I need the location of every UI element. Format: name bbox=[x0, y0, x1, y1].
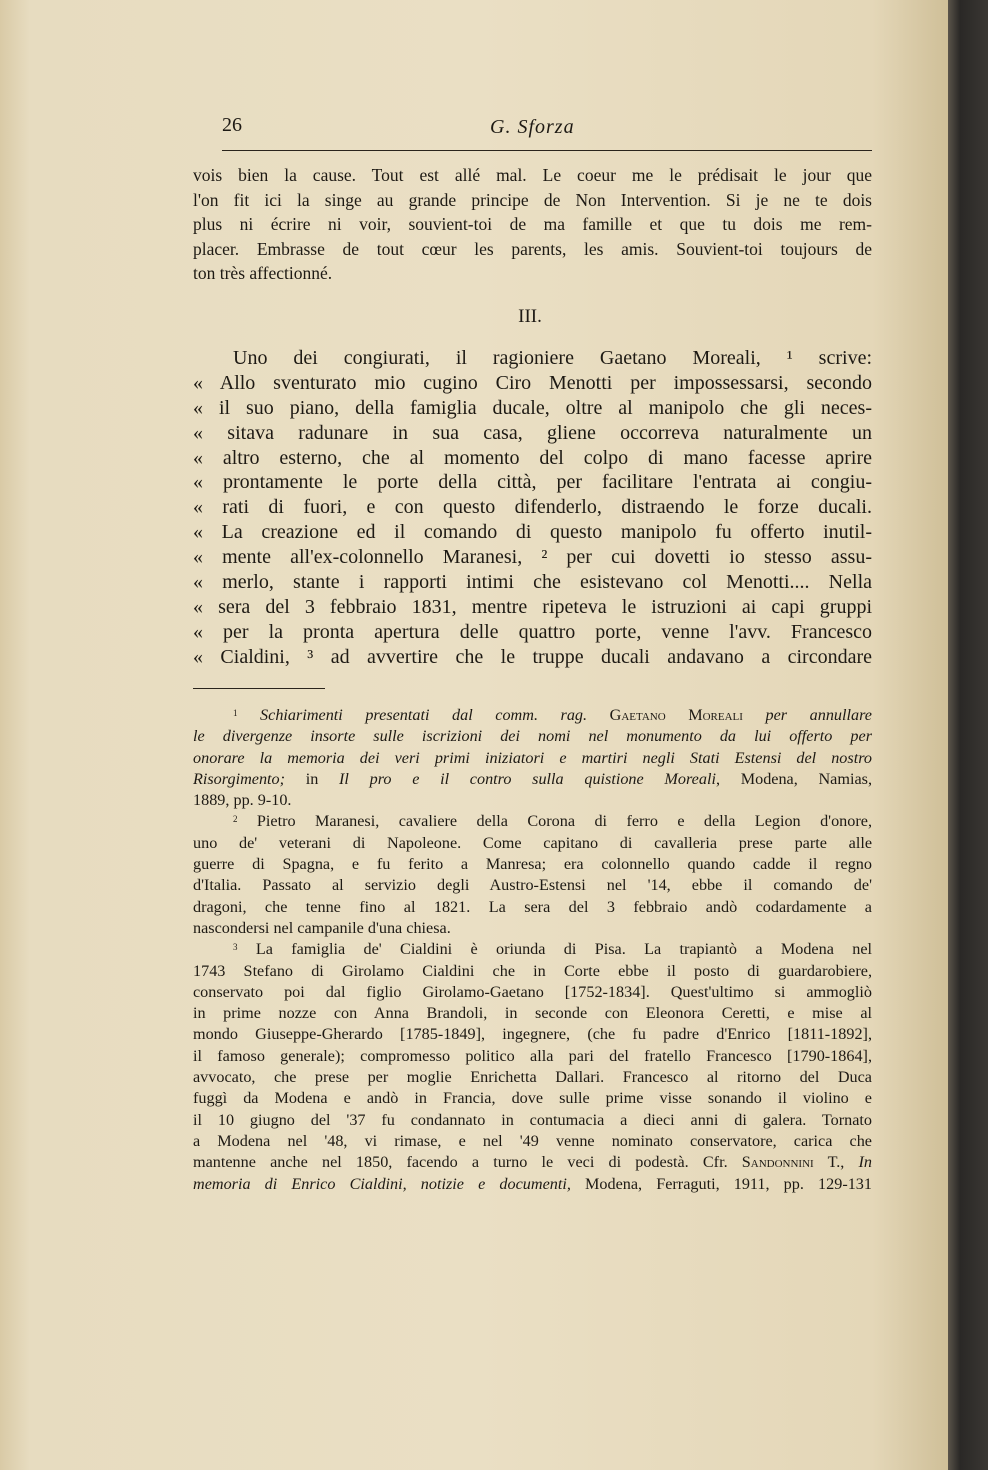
footnote-text: 1889, pp. 9-10. bbox=[193, 791, 292, 810]
footnote-text: Schiarimenti presentati dal comm. rag. bbox=[237, 706, 610, 724]
footnote-text: nascondersi nel campanile d'una chiesa. bbox=[193, 918, 451, 937]
footnote-text: conservato poi dal figlio Girolamo-Gaetano [1752-1834]. Quest'ultimo si ammogliò bbox=[193, 982, 872, 1001]
text-line: « merlo, stante i rapporti intimi che esistevano col Menotti.... Nella bbox=[193, 571, 872, 594]
footnote-line bbox=[193, 1131, 872, 1152]
footnote-text: Il pro e il contro sulla quistione Moreali bbox=[339, 769, 716, 788]
footnote-line bbox=[193, 1046, 872, 1067]
footnote-line bbox=[193, 1088, 872, 1109]
footnote-marker: 3 bbox=[233, 942, 238, 953]
text-line: « sitava radunare in sua casa, gliene occorreva naturalmente un bbox=[193, 421, 872, 444]
footnote-marker: 2 bbox=[233, 814, 238, 825]
footnote-line bbox=[193, 769, 872, 790]
text-line: « La creazione ed il comando di questo manipolo fu offerto inutil- bbox=[193, 521, 872, 544]
text-line: l'on fit ici la singe au grande principe de Non Intervention. Si je ne te dois bbox=[193, 189, 872, 210]
text-line: placer. Embrasse de tout cœur les parents, les amis. Souvient-toi toujours de bbox=[193, 238, 872, 259]
letter-text bbox=[193, 163, 872, 286]
footnote-text: Gaetano Moreali bbox=[609, 706, 743, 724]
text-line: « il suo piano, della famiglia ducale, oltre al manipolo che gli neces- bbox=[193, 396, 872, 419]
footnote-line bbox=[193, 1067, 872, 1088]
footnote-text: T., bbox=[813, 1153, 859, 1172]
footnote-line bbox=[193, 1152, 872, 1173]
footnote-line bbox=[193, 982, 872, 1003]
text-line: « Allo sventurato mio cugino Ciro Menotti per impossessarsi, secondo bbox=[193, 371, 872, 394]
footnote-line bbox=[193, 961, 872, 982]
footnote-line bbox=[193, 918, 872, 939]
footnote-line bbox=[193, 726, 872, 747]
footnote-text: Risorgimento; bbox=[193, 769, 286, 788]
footnote-line bbox=[193, 1174, 872, 1195]
footnote-line bbox=[193, 897, 872, 918]
footnote-text: il famoso generale); compromesso politico alla pari del fratello Francesco [1790-1864], bbox=[193, 1046, 872, 1065]
running-header bbox=[222, 114, 872, 144]
footnote-text: in prime nozze con Anna Brandoli, in seconde con Eleonora Ceretti, e mise al bbox=[193, 1004, 872, 1023]
footnote-line bbox=[193, 811, 872, 832]
footnote-text: onorare la memoria dei veri primi iniziatori e martiri negli Stati Estensi del nostro bbox=[193, 748, 872, 767]
footnote-line bbox=[193, 854, 872, 875]
footnote-line bbox=[193, 939, 872, 960]
footnote-line bbox=[193, 790, 872, 811]
text-line: Uno dei congiurati, il ragioniere Gaetano Moreali, ¹ scrive: bbox=[233, 347, 872, 369]
footnote-text: le divergenze insorte sulle iscrizioni dei nomi nel monumento da lui offerto per bbox=[193, 727, 872, 746]
text-line: « mente all'ex-colonnello Maranesi, ² per cui dovetti io stesso assu- bbox=[193, 546, 872, 569]
footnote-text: mondo Giuseppe-Gherardo [1785-1849], ingegnere, (che fu padre d'Enrico [1811-1892], bbox=[193, 1025, 872, 1044]
main-paragraph bbox=[193, 346, 872, 670]
footnote-text: in bbox=[285, 769, 340, 788]
footnote-text: La famiglia de' Cialdini è oriunda di Pisa. La trapiantò a Modena nel bbox=[237, 940, 872, 959]
text-line: ton très affectionné. bbox=[193, 263, 333, 283]
footnotes bbox=[193, 705, 872, 1195]
text-line: vois bien la cause. Tout est allé mal. Le coeur me le prédisait le jour que bbox=[193, 165, 872, 185]
footnote-text: per annullare bbox=[742, 706, 872, 724]
text-line: « per la pronta apertura delle quattro porte, venne l'avv. Francesco bbox=[193, 620, 872, 643]
page-number: 26 bbox=[222, 114, 242, 136]
text-line: « prontamente le porte della città, per facilitare l'entrata ai congiu- bbox=[193, 471, 872, 494]
text-line: « altro esterno, che al momento del colpo di mano facesse aprire bbox=[193, 446, 872, 469]
footnote-line bbox=[193, 1003, 872, 1024]
footnote-text: il 10 giugno del '37 fu condannato in contumacia a dieci anni di galera. Tornato bbox=[193, 1110, 872, 1129]
footnote-line bbox=[193, 705, 872, 726]
footnote-text: dragoni, che tenne fino al 1821. La sera del 3 febbraio andò codardamente a bbox=[193, 897, 872, 916]
text-line: « rati di fuori, e con questo difenderlo, distraendo le forze ducali. bbox=[193, 496, 872, 519]
footnote-text: Pietro Maranesi, cavaliere della Corona di ferro e della Legion d'onore, bbox=[237, 812, 872, 831]
footnote-text: mantenne anche nel 1850, facendo a turno le veci di podestà. Cfr. bbox=[193, 1153, 742, 1172]
header-rule bbox=[222, 150, 872, 151]
running-title: G. Sforza bbox=[490, 116, 575, 138]
footnote-text: uno de' veterani di Napoleone. Come capitano di cavalleria prese parte alle bbox=[193, 833, 872, 852]
footnote-line bbox=[193, 875, 872, 896]
footnote-text: a Modena nel '48, vi rimase, e nel '49 venne nominato conservatore, carica che bbox=[193, 1131, 872, 1150]
footnote-text: guerre di Spagna, e fu ferito a Manresa; era colonnello quando cadde il regno bbox=[193, 855, 872, 874]
footnote-text: In bbox=[858, 1153, 872, 1172]
text-line: « sera del 3 febbraio 1831, mentre ripeteva le istruzioni ai capi gruppi bbox=[193, 595, 872, 618]
footnote-line bbox=[193, 1024, 872, 1045]
footnote-text: fuggì da Modena e andò in Francia, dove sulle prime visse sonando il violino e bbox=[193, 1089, 872, 1108]
text-line: plus ni écrire ni voir, souvient-toi de ma famille et que tu dois me rem- bbox=[193, 214, 872, 234]
section-heading: III. bbox=[518, 306, 542, 327]
text-line: « Cialdini, ³ ad avvertire che le truppe ducali andavano a circondare bbox=[193, 645, 872, 668]
book-spine-edge bbox=[948, 0, 988, 1470]
footnote-line bbox=[193, 1110, 872, 1131]
footnote-marker: 1 bbox=[233, 708, 238, 718]
footnote-text: avvocato, che prese per moglie Enrichetta Dallari. Francesco al ritorno del Duca bbox=[193, 1068, 872, 1087]
footnote-text: , Modena, Namias, bbox=[715, 769, 872, 788]
footnote-text: d'Italia. Passato al servizio degli Austro-Estensi nel '14, ebbe il comando de' bbox=[193, 876, 872, 895]
footnote-text: memoria di Enrico Cialdini, notizie e documenti, bbox=[193, 1174, 571, 1193]
footnote-rule bbox=[193, 688, 325, 689]
footnote-line bbox=[193, 748, 872, 769]
footnote-text: Modena, Ferraguti, 1911, pp. 129-131 bbox=[570, 1174, 872, 1193]
footnote-line bbox=[193, 833, 872, 854]
footnote-text: 1743 Stefano di Girolamo Cialdini che in Corte ebbe il posto di guardarobiere, bbox=[193, 961, 872, 980]
footnote-text: Sandonnini bbox=[741, 1153, 814, 1172]
